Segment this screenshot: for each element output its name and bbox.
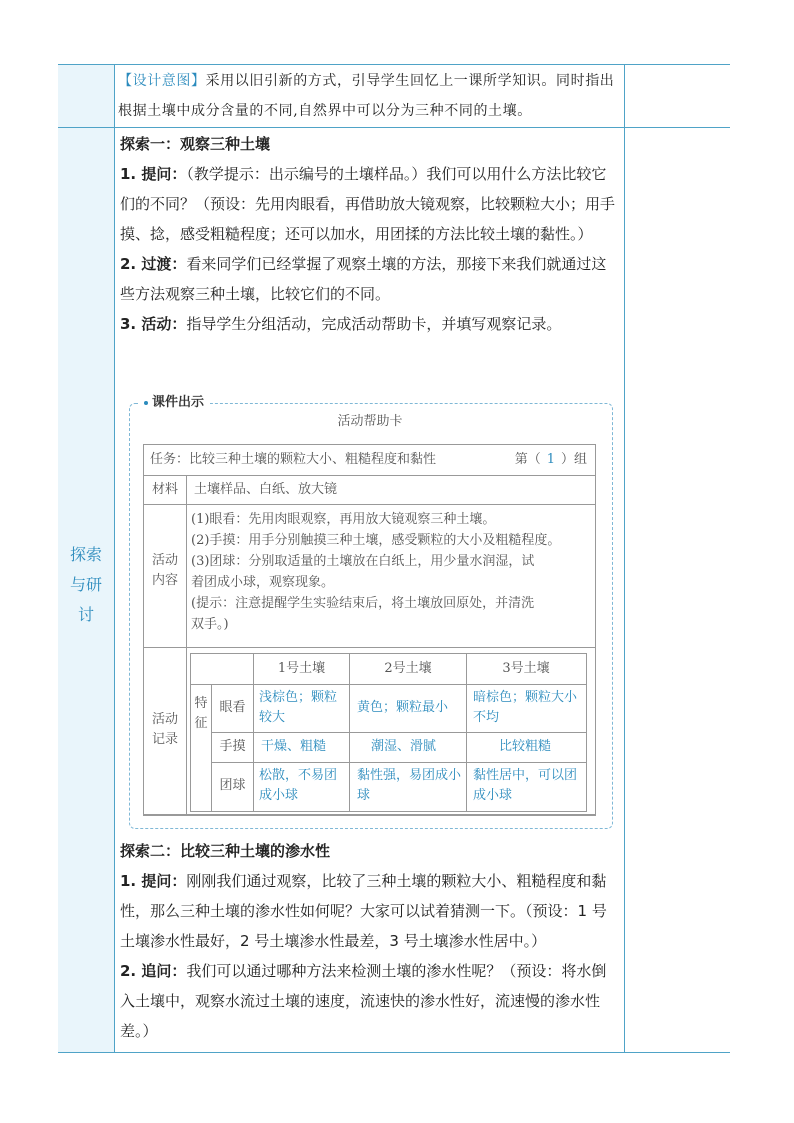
table-col-divider-right <box>624 64 625 1053</box>
record-table <box>190 653 587 812</box>
content-line: (2)手摸：用手分别触摸三种土壤，感受颗粒的大小及粗糙程度。 <box>191 533 561 548</box>
explore1-question-label: 1. 提问： <box>120 165 187 183</box>
group-prefix: 第（ <box>514 452 541 467</box>
soil-header: 1号土壤 <box>277 661 326 676</box>
record-value: 潮湿、滑腻 <box>371 739 437 754</box>
explore1-transition <box>120 249 620 309</box>
record-label-text: 活动记录 <box>151 712 178 747</box>
content-lines <box>191 509 589 635</box>
explore1-activity-label: 3. 活动： <box>120 315 187 333</box>
content-line: (1)眼看：先用肉眼观察，再用放大镜观察三种土壤。 <box>191 512 496 527</box>
explore2-followup-label: 2. 追问： <box>120 962 187 980</box>
materials-text: 土壤样品、白纸、放大镜 <box>194 482 338 497</box>
card-content-row <box>144 505 595 648</box>
table-col-divider-left <box>114 64 115 1053</box>
method-label: 眼看 <box>219 700 246 715</box>
courseware-tag <box>138 393 210 413</box>
card-task-row <box>144 445 595 476</box>
record-value: 黏性强，易团成小球 <box>357 768 462 803</box>
card-title: 活动帮助卡 <box>337 414 403 429</box>
design-intent-tag: 【设计意图】 <box>118 73 206 89</box>
record-row-line <box>211 732 586 733</box>
explore2-followup-text: 我们可以通过哪种方法来检测土壤的渗水性呢？（预设：将水倒入土壤中，观察水流过土壤的速度，流速快的渗水性好，流速慢的渗水性差。） <box>120 962 607 1040</box>
content-line: 着团成小球，观察现象。 <box>191 575 335 590</box>
bullet-icon <box>144 401 148 405</box>
content-label-text: 活动内容 <box>151 553 178 588</box>
method-label: 团球 <box>219 778 246 793</box>
record-value: 比较粗糙 <box>499 739 552 754</box>
record-row-line <box>211 762 586 763</box>
record-value: 黄色；颗粒最小 <box>357 700 449 715</box>
explore1-activity <box>120 309 620 339</box>
content-line: (提示：注意提醒学生实验结束后，将土壤放回原处，并清洗 <box>191 596 535 611</box>
section-column-top <box>58 65 114 127</box>
content-label <box>144 551 186 591</box>
explore2-question <box>120 866 620 956</box>
explore2-question-text: 刚刚我们通过观察，比较了三种土壤的颗粒大小、粗糙程度和黏性，那么三种土壤的渗水性如何呢？大家可以试着猜测一下。（预设：1 号土壤渗水性最好，2 号土壤渗水性最差，3 号土壤渗水性居中。） <box>120 872 607 950</box>
record-value: 松散，不易团成小球 <box>259 768 338 803</box>
materials-label: 材料 <box>151 482 178 497</box>
explore2-question-label: 1. 提问： <box>120 872 187 890</box>
card-col-line <box>186 648 187 814</box>
record-value: 浅棕色；颗粒较大 <box>259 690 338 725</box>
method-label: 手摸 <box>219 739 246 754</box>
explore2-block <box>120 836 620 1046</box>
table-bottom-line <box>58 1052 730 1053</box>
explore1-block <box>120 129 620 339</box>
group-number: 1 <box>546 452 555 467</box>
record-value: 干燥、粗糙 <box>261 739 327 754</box>
courseware-tag-text: 课件出示 <box>152 395 205 410</box>
record-label <box>144 710 186 750</box>
group-suffix: ）组 <box>560 452 587 467</box>
feature-label <box>191 694 211 734</box>
soil-header: 2号土壤 <box>384 661 432 676</box>
explore1-transition-text: 看来同学们已经掌握了观察土壤的方法，那接下来我们就通过这些方法观察三种土壤，比较它们的不同。 <box>120 255 607 303</box>
card-col-line <box>186 505 187 647</box>
card-task-text: 任务：比较三种土壤的颗粒大小、粗糙程度和黏性 <box>150 452 437 467</box>
card-col-line <box>186 476 187 504</box>
soil-header: 3号土壤 <box>502 661 550 676</box>
explore2-heading: 探索二：比较三种土壤的渗水性 <box>120 842 331 860</box>
card-group <box>515 445 587 475</box>
feature-label-text: 特征 <box>194 696 208 731</box>
content-line: 双手。) <box>191 617 229 632</box>
table-row-divider <box>58 127 730 128</box>
table-top-line <box>58 64 730 65</box>
explore1-heading: 探索一：观察三种土壤 <box>120 135 271 153</box>
explore1-activity-text: 指导学生分组活动，完成活动帮助卡，并填写观察记录。 <box>186 315 562 333</box>
record-value: 暗棕色；颗粒大小不均 <box>473 690 578 725</box>
explore2-followup <box>120 956 620 1046</box>
section-label <box>58 540 114 630</box>
content-line: (3)团球：分别取适量的土壤放在白纸上，用少量水润湿，试 <box>191 554 535 569</box>
explore1-question <box>120 159 620 249</box>
design-intent-text: 采用以旧引新的方式，引导学生回忆上一课所学知识。同时指出根据土壤中成分含量的不同,自然界中可以分为三种不同的土壤。 <box>118 73 615 119</box>
record-header-line <box>191 684 586 685</box>
card-materials-row <box>144 476 595 505</box>
explore1-question-text: （教学提示：出示编号的土壤样品。）我们可以用什么方法比较它们的不同？（预设：先用肉眼看，再借助放大镜观察，比较颗粒大小；用手摸、捻，感受粗糙程度；还可以加水，用团揉的方法比较土壤的黏性。） <box>120 165 616 243</box>
section-label-text: 探索与研讨 <box>69 545 102 624</box>
record-value: 黏性居中，可以团成小球 <box>473 768 578 803</box>
explore1-transition-label: 2. 过渡： <box>120 255 187 273</box>
design-intent <box>118 66 618 126</box>
